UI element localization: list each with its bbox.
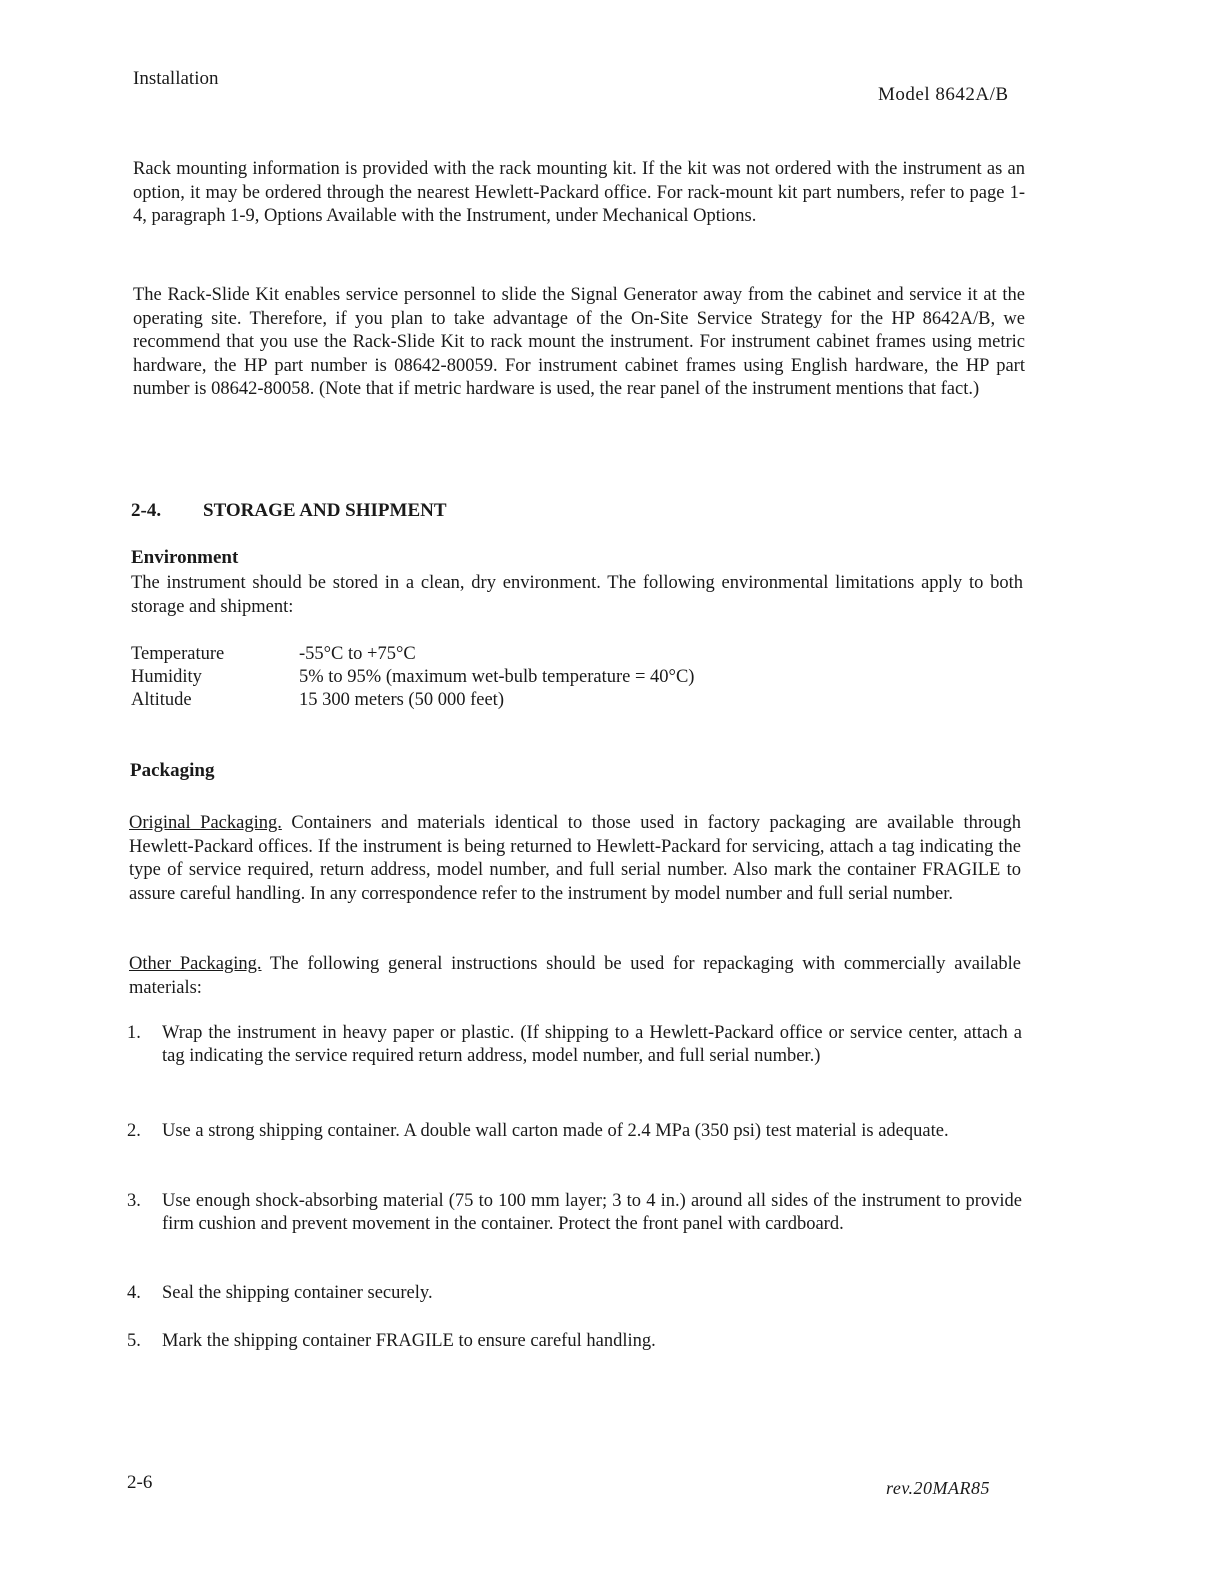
list-text: Wrap the instrument in heavy paper or plastic. (If shipping to a Hewlett-Packard office or service center, attach a tag indicating the service required return address, model number, and full serial number.) [162, 1023, 1022, 1066]
spec-label: Temperature [131, 644, 225, 664]
other-packaging-paragraph [129, 953, 1021, 1000]
rack-info-paragraph: Rack mounting information is provided with the rack mounting kit. If the kit was not ordered with the instrument as an option, it may be ordered through the nearest Hewlett-Packard office. For rack-mount kit part numbers, refer to page 1-4, paragraph 1-9, Options Available with the Instrument, under Mechanical Options. [133, 159, 1025, 226]
list-item [127, 1190, 1022, 1235]
list-text: Use enough shock-absorbing material (75 to 100 mm layer; 3 to 4 in.) around all sides of the instrument to provide firm cushion and prevent movement in the container. Protect the front panel with cardboard. [162, 1191, 1022, 1234]
spec-row-temperature [131, 643, 694, 666]
environment-spec-table [131, 643, 694, 712]
list-text: Use a strong shipping container. A double wall carton made of 2.4 MPa (350 psi) test material is adequate. [162, 1121, 949, 1141]
list-text: Mark the shipping container FRAGILE to ensure careful handling. [162, 1331, 656, 1351]
list-number: 3. [127, 1191, 141, 1211]
list-item [127, 1282, 1022, 1305]
list-number: 2. [127, 1121, 141, 1141]
other-packaging-label: Other Packaging. [129, 954, 262, 974]
list-number: 4. [127, 1283, 141, 1303]
original-packaging-paragraph [129, 812, 1021, 906]
header-section: Installation [133, 68, 219, 89]
list-number: 1. [127, 1023, 141, 1043]
section-number: 2-4. [131, 500, 162, 521]
other-packaging-text: The following general instructions should be used for repackaging with commercially available materials: [129, 954, 1022, 998]
environment-heading: Environment [131, 547, 239, 568]
revision-label: rev.20MAR85 [886, 1478, 990, 1498]
original-packaging-text: Containers and materials identical to those used in factory packaging are available through Hewlett-Packard offices. If the instrument is being returned to Hewlett-Packard for servicing, attach a tag indicating the type of service required, return address, model number, and full serial number. Also mark the container FRAGILE to assure careful handling. In any correspondence refer to the instrument by model number and full serial number. [129, 813, 1021, 904]
spec-row-humidity [131, 666, 694, 689]
list-item [127, 1022, 1022, 1067]
spec-label: Humidity [131, 667, 202, 687]
list-item [127, 1330, 1022, 1353]
spec-label: Altitude [131, 690, 192, 710]
list-number: 5. [127, 1331, 141, 1351]
spec-value: 5% to 95% (maximum wet-bulb temperature = 40°C) [299, 667, 695, 687]
spec-row-altitude [131, 689, 694, 712]
original-packaging-label: Original Packaging. [129, 813, 282, 833]
spec-value: -55°C to +75°C [299, 644, 416, 664]
environment-intro: The instrument should be stored in a clean, dry environment. The following environmental limitations apply to both storage and shipment: [131, 573, 1023, 617]
section-title: STORAGE AND SHIPMENT [203, 500, 447, 521]
rack-slide-paragraph: The Rack-Slide Kit enables service personnel to slide the Signal Generator away from the cabinet and service it at the operating site. Therefore, if you plan to take advantage of the On-Site Service Strategy for the HP 8642A/B, we recommend that you use the Rack-Slide Kit to rack mount the instrument. For instrument cabinet frames using metric hardware, the HP part number is 08642-80059. For instrument cabinet frames using English hardware, the HP part number is 08642-80058. (Note that if metric hardware is used, the rear panel of the instrument mentions that fact.) [133, 285, 1025, 399]
packaging-heading: Packaging [130, 760, 215, 781]
list-item [127, 1120, 1022, 1143]
header-model: Model 8642A/B [878, 84, 1009, 105]
list-text: Seal the shipping container securely. [162, 1283, 433, 1303]
page-number: 2-6 [127, 1472, 153, 1493]
spec-value: 15 300 meters (50 000 feet) [299, 690, 504, 710]
